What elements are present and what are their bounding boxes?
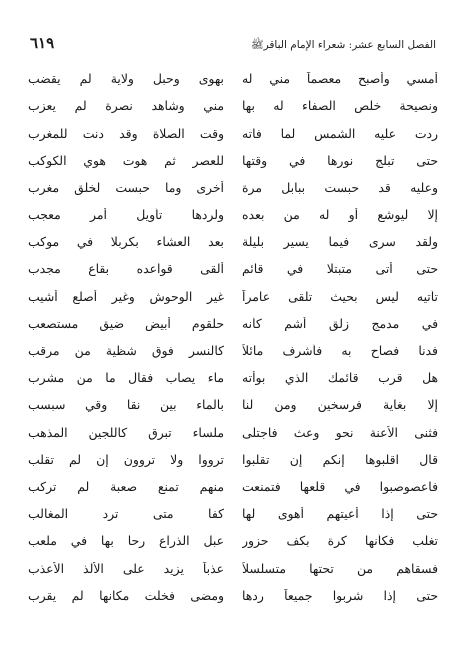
- first-hemistich: وعليه قد حبست ببابل مرة: [242, 180, 438, 195]
- second-hemistich: غير الوحوش وغير أصلع أشيب: [28, 289, 224, 304]
- first-hemistich: فاعصوصبوا في قلعها فتمنعت: [242, 479, 438, 494]
- verse-line: [28, 447, 438, 474]
- verse-line: [28, 284, 438, 311]
- poem: [28, 66, 438, 610]
- second-hemistich: بهوى وحبل ولاية لم يقضب: [28, 72, 224, 87]
- page-header: [30, 34, 436, 58]
- second-hemistich: عبل الذراع رحا بها في ملعب: [28, 534, 224, 549]
- first-hemistich: ولقد سرى فيما يسير بليلة: [242, 235, 438, 250]
- verse-line: [28, 501, 438, 528]
- second-hemistich: كفا متى ترد المغالب: [28, 507, 224, 522]
- second-hemistich: ماء يصاب فقال ما من مشرب: [28, 371, 224, 386]
- second-hemistich: مني وشاهد نصرة لم يعزب: [28, 99, 224, 114]
- verse-line: [28, 555, 438, 582]
- page-number: ٦١٩: [30, 34, 55, 52]
- first-hemistich: حتى إذا شربوا جميعاً ردها: [242, 588, 438, 603]
- verse-line: [28, 474, 438, 501]
- first-hemistich: حتى أتى متبتلا في قائم: [242, 262, 438, 277]
- first-hemistich: هل قرب قائمك الذي بوأته: [242, 371, 438, 386]
- verse-line: [28, 148, 438, 175]
- second-hemistich: ترووا ولا تروون إن لم تقلب: [28, 452, 224, 467]
- verse-line: [28, 66, 438, 93]
- verse-line: [28, 93, 438, 120]
- first-hemistich: ردت عليه الشمس لما فاته: [242, 126, 438, 141]
- verse-line: [28, 528, 438, 555]
- first-hemistich: في مدمج زلق أشم كأنه: [242, 316, 438, 331]
- second-hemistich: عذباً يزيد على الألذ الأعذب: [28, 561, 224, 576]
- verse-line: [28, 419, 438, 446]
- running-head: الفصل السابع عشر: شعراء الإمام الباقرﷺ: [250, 39, 436, 51]
- first-hemistich: ونصيحة خلص الصفاء له بها: [242, 99, 438, 114]
- first-hemistich: حتى تبلج نورها في وقتها: [242, 153, 438, 168]
- verse-line: [28, 311, 438, 338]
- first-hemistich: إلا بغاية فرسخين ومن لنا: [242, 398, 438, 413]
- second-hemistich: وقت الصلاة وقد دنت للمغرب: [28, 126, 224, 141]
- second-hemistich: بالماء بين نقا وقي سبسب: [28, 398, 224, 413]
- first-hemistich: فدنا فصاح به فأشرف مائلاً: [242, 344, 438, 359]
- first-hemistich: فسقاهم من تحتها متسلسلاً: [242, 561, 438, 576]
- first-hemistich: أمسي وأصبح معصماً مني له: [242, 72, 438, 87]
- second-hemistich: ألقى قواعده بقاع مجدب: [28, 262, 224, 277]
- first-hemistich: فثنى الأعنة نحو وعث فاجتلى: [242, 425, 438, 440]
- first-hemistich: حتى إذا أعيتهم أهوى لها: [242, 507, 438, 522]
- second-hemistich: ومضى فخلت مكانها لم يقرب: [28, 588, 224, 603]
- verse-line: [28, 583, 438, 610]
- verse-line: [28, 365, 438, 392]
- verse-line: [28, 175, 438, 202]
- second-hemistich: للعصر ثم هوت هوي الكوكب: [28, 153, 224, 168]
- verse-line: [28, 392, 438, 419]
- second-hemistich: ملساء تبرق كاللجين المذهب: [28, 425, 224, 440]
- first-hemistich: تأتيه ليس بحيث تلقى عامراً: [242, 289, 438, 304]
- first-hemistich: إلا ليوشع أو له من بعده: [242, 208, 438, 223]
- second-hemistich: أخرى وما حبست لخلق مغرب: [28, 180, 224, 195]
- first-hemistich: تغلب فكأنها كرة بكف حزور: [242, 534, 438, 549]
- verse-line: [28, 229, 438, 256]
- second-hemistich: منهم تمنع صعبة لم تركب: [28, 479, 224, 494]
- verse-line: [28, 256, 438, 283]
- second-hemistich: حلقوم أبيض ضيق مستصعب: [28, 316, 224, 331]
- verse-line: [28, 120, 438, 147]
- second-hemistich: كالنسر فوق شظية من مرقب: [28, 344, 224, 359]
- first-hemistich: قال اقلبوها إنكم إن تقلبوا: [242, 452, 438, 467]
- verse-line: [28, 202, 438, 229]
- second-hemistich: ولردها تأويل أمر معجب: [28, 208, 224, 223]
- verse-line: [28, 338, 438, 365]
- second-hemistich: بعد العشاء بكربلا في موكب: [28, 235, 224, 250]
